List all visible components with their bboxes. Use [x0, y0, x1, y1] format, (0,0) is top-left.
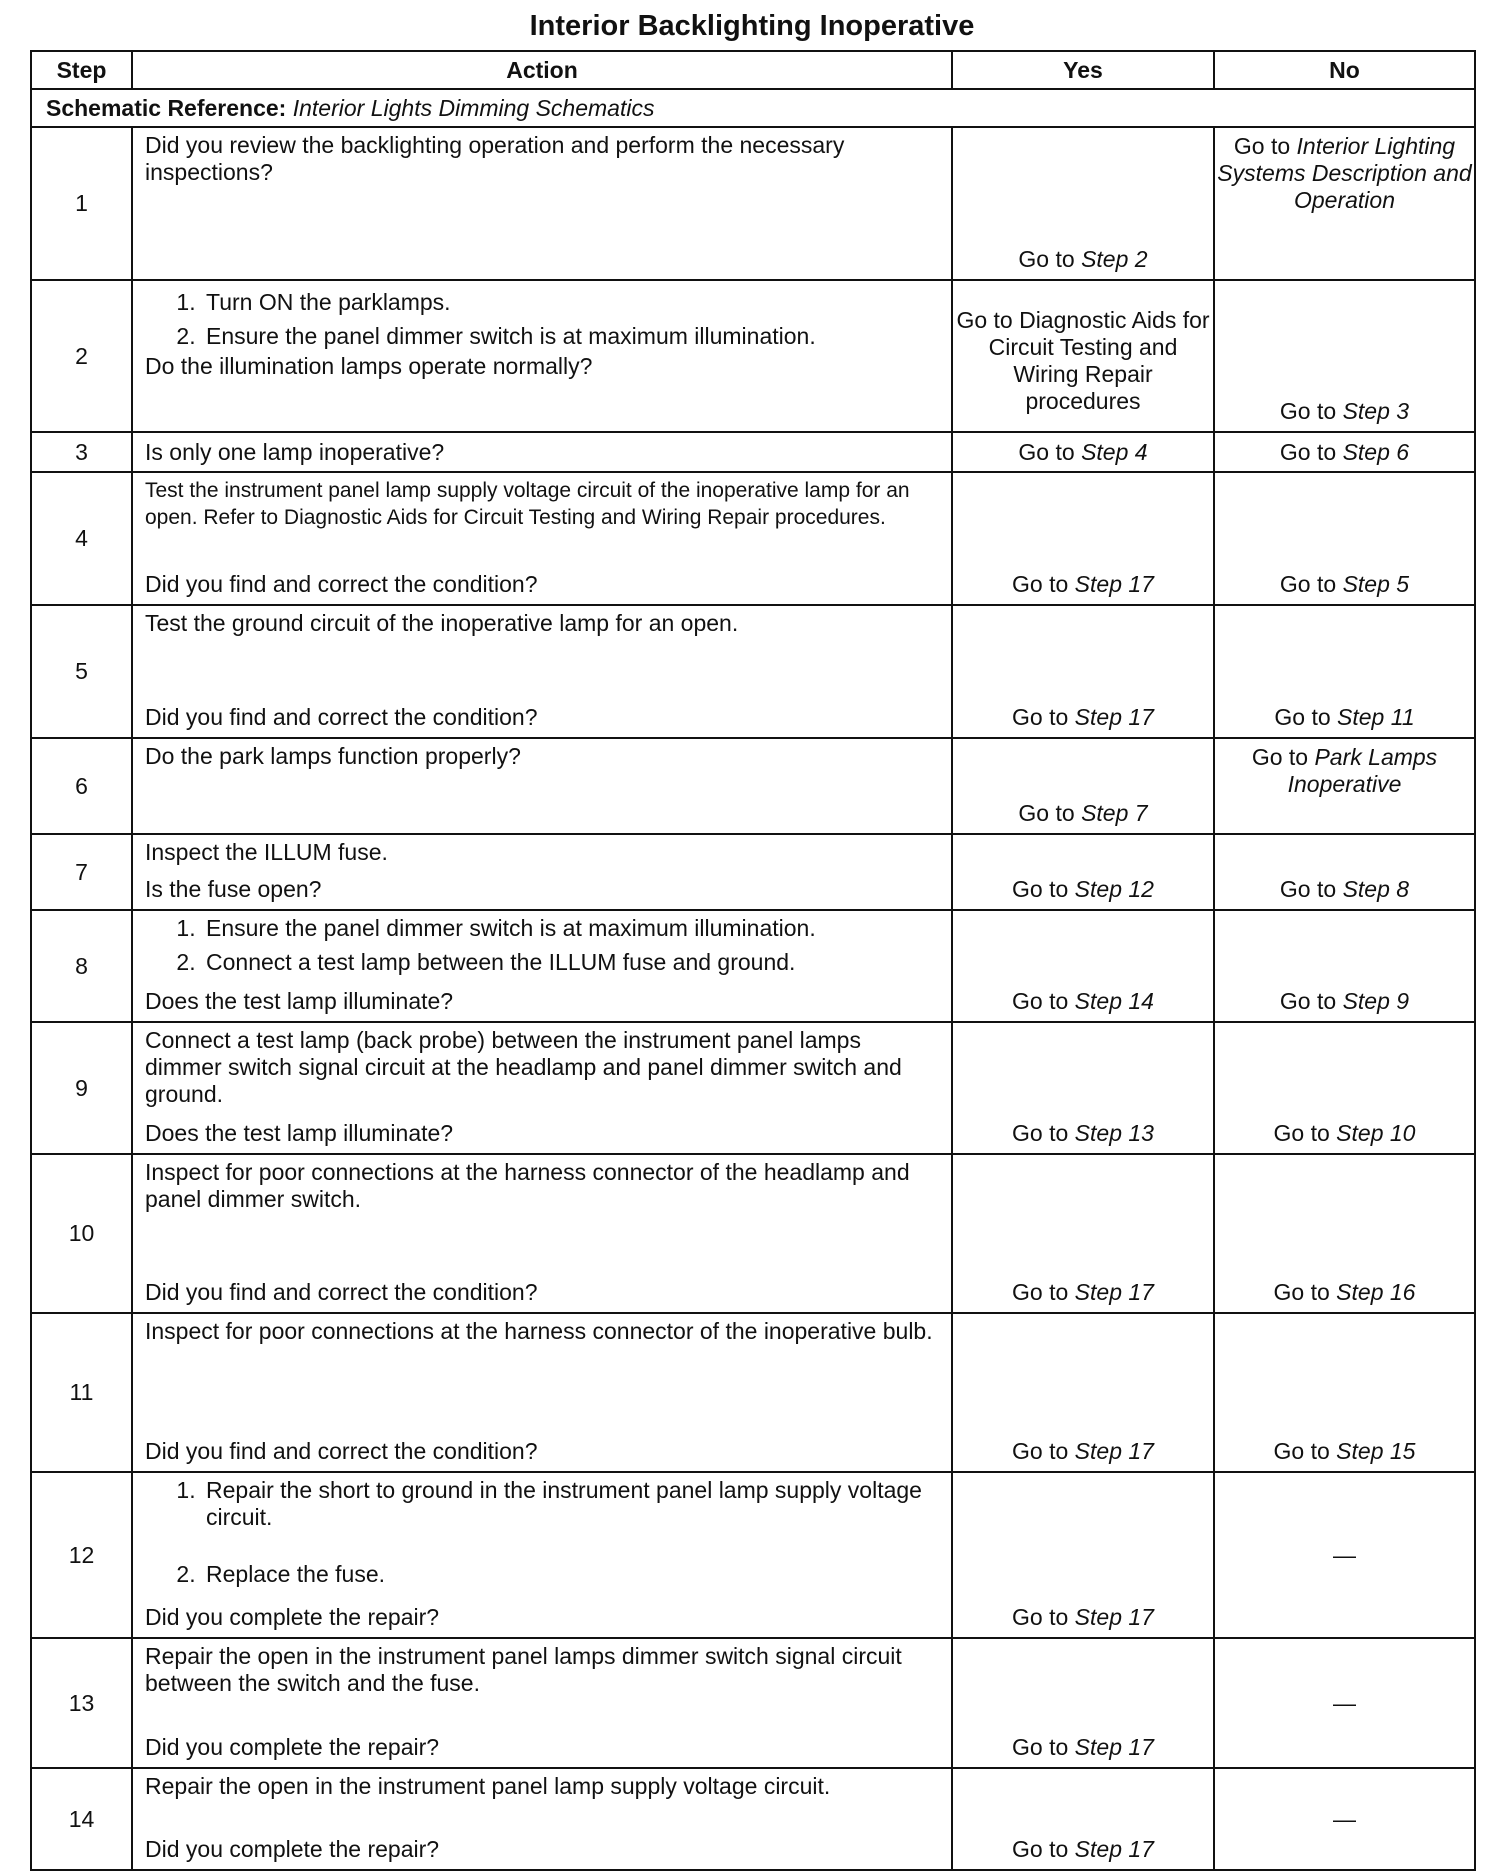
table-row	[31, 1472, 1475, 1638]
step-number: 2	[31, 280, 132, 432]
yes-cell: Go to Step 17	[952, 1313, 1214, 1472]
no-cell: —	[1214, 1768, 1475, 1870]
yes-cell: Go to Step 17	[952, 1472, 1214, 1638]
yes-reference: Step 14	[1074, 988, 1154, 1014]
action-text: Test the instrument panel lamp supply voltage circuit of the inoperative lamp for an open. Refer to Diagnostic Aids for Circuit Testing and Wiring Repair procedures.	[145, 479, 910, 529]
table-row	[31, 1768, 1475, 1870]
yes-cell: Go to Step 17	[952, 472, 1214, 605]
action-cell	[132, 834, 952, 910]
table-row	[31, 910, 1475, 1022]
no-reference: Park Lamps Inoperative	[1287, 744, 1438, 797]
header-step: Step	[31, 51, 132, 89]
action-cell	[132, 1638, 952, 1768]
action-question: Did you find and correct the condition?	[145, 1438, 538, 1464]
list-item: 1. Ensure the panel dimmer switch is at maximum illumination.	[202, 911, 941, 945]
action-question: Did you complete the repair?	[145, 1836, 440, 1862]
action-cell	[132, 432, 952, 472]
no-reference: Step 15	[1336, 1438, 1416, 1464]
yes-cell: Go to Step 2	[952, 127, 1214, 280]
header-action: Action	[132, 51, 952, 89]
step-number: 5	[31, 605, 132, 738]
no-cell: Go to Park Lamps Inoperative	[1214, 738, 1475, 834]
no-reference: Interior Lighting Systems Description and Operation	[1217, 133, 1472, 213]
step-number: 11	[31, 1313, 132, 1472]
list-item: 1. Turn ON the parklamps.	[202, 285, 941, 319]
no-cell: Go to Step 5	[1214, 472, 1475, 605]
action-cell	[132, 1472, 952, 1638]
no-reference: Step 3	[1342, 398, 1410, 424]
no-cell: Go to Step 11	[1214, 605, 1475, 738]
yes-reference: Step 17	[1074, 704, 1154, 730]
schematic-reference-value: Interior Lights Dimming Schematics	[292, 94, 655, 121]
step-number: 7	[31, 834, 132, 910]
table-row	[31, 1313, 1475, 1472]
step-number: 10	[31, 1154, 132, 1313]
page-title: Interior Backlighting Inoperative	[529, 10, 975, 42]
yes-cell: Go to Step 17	[952, 605, 1214, 738]
step-number: 12	[31, 1472, 132, 1638]
action-list	[145, 911, 941, 979]
action-text: Connect a test lamp (back probe) between the instrument panel lamps dimmer switch signal circuit at the headlamp and panel dimmer switch and ground.	[145, 1027, 902, 1107]
no-reference: Step 11	[1337, 704, 1415, 730]
action-question: Is the fuse open?	[145, 876, 322, 902]
action-question: Does the test lamp illuminate?	[145, 988, 454, 1014]
yes-reference: Step 17	[1074, 1604, 1154, 1630]
action-cell	[132, 605, 952, 738]
step-number: 6	[31, 738, 132, 834]
yes-reference: Step 13	[1074, 1120, 1154, 1146]
step-number: 1	[31, 127, 132, 280]
step-number: 14	[31, 1768, 132, 1870]
header-row	[31, 51, 1475, 89]
schematic-reference-label: Schematic Reference:	[46, 94, 287, 121]
action-text: Test the ground circuit of the inoperative lamp for an open.	[145, 610, 739, 636]
action-text: Repair the open in the instrument panel lamps dimmer switch signal circuit between the switch and the fuse.	[145, 1643, 902, 1696]
step-number: 13	[31, 1638, 132, 1768]
yes-reference: Step 2	[1081, 246, 1148, 272]
yes-reference: Step 4	[1081, 438, 1148, 465]
no-cell: Go to Step 10	[1214, 1022, 1475, 1154]
no-cell: Go to Step 16	[1214, 1154, 1475, 1313]
action-question: Did you find and correct the condition?	[145, 704, 538, 730]
no-reference: Step 8	[1342, 876, 1410, 902]
table-row	[31, 432, 1475, 472]
yes-reference: Step 17	[1074, 1438, 1154, 1464]
table-row	[31, 738, 1475, 834]
action-cell	[132, 1768, 952, 1870]
diagnostic-table	[30, 50, 1476, 1871]
action-list	[145, 285, 941, 353]
yes-cell: Go to Step 17	[952, 1638, 1214, 1768]
step-number: 3	[31, 432, 132, 472]
no-cell: Go to Step 6	[1214, 432, 1475, 472]
list-item: 2. Connect a test lamp between the ILLUM fuse and ground.	[202, 945, 941, 979]
action-cell	[132, 1154, 952, 1313]
yes-reference: Step 7	[1081, 800, 1148, 826]
no-cell: Go to Interior Lighting Systems Description and Operation	[1214, 127, 1475, 280]
yes-reference: Step 17	[1074, 1836, 1154, 1862]
list-item: 2. Replace the fuse.	[202, 1557, 941, 1591]
action-cell	[132, 738, 952, 834]
table-row	[31, 834, 1475, 910]
action-question: Did you find and correct the condition?	[145, 1279, 538, 1305]
action-question: Did you complete the repair?	[145, 1604, 440, 1630]
table-row	[31, 472, 1475, 605]
action-text: Did you review the backlighting operation and perform the necessary inspections?	[145, 132, 845, 185]
list-item: 1. Repair the short to ground in the instrument panel lamp supply voltage circuit.	[202, 1477, 941, 1531]
step-number: 4	[31, 472, 132, 605]
no-cell: Go to Step 3	[1214, 280, 1475, 432]
yes-cell: Go to Step 17	[952, 1768, 1214, 1870]
table-row	[31, 1022, 1475, 1154]
action-cell	[132, 910, 952, 1022]
yes-cell: Go to Step 14	[952, 910, 1214, 1022]
action-cell	[132, 472, 952, 605]
action-text: Inspect for poor connections at the harness connector of the headlamp and panel dimmer switch.	[145, 1159, 910, 1212]
no-cell: Go to Step 15	[1214, 1313, 1475, 1472]
action-question: Did you complete the repair?	[145, 1734, 440, 1760]
step-number: 9	[31, 1022, 132, 1154]
action-cell	[132, 127, 952, 280]
yes-cell: Go to Diagnostic Aids for Circuit Testing and Wiring Repair procedures	[952, 280, 1214, 432]
no-cell: —	[1214, 1638, 1475, 1768]
list-item: 2. Ensure the panel dimmer switch is at maximum illumination.	[202, 319, 941, 353]
action-question: Did you find and correct the condition?	[145, 571, 538, 597]
yes-reference: Step 17	[1074, 1734, 1154, 1760]
no-cell: Go to Step 9	[1214, 910, 1475, 1022]
no-reference: Step 5	[1342, 571, 1410, 597]
table-row	[31, 1154, 1475, 1313]
yes-cell: Go to Step 17	[952, 1154, 1214, 1313]
action-cell	[132, 1313, 952, 1472]
yes-reference: Step 12	[1074, 876, 1154, 902]
header-no: No	[1214, 51, 1475, 89]
action-cell	[132, 1022, 952, 1154]
schematic-reference-row	[31, 89, 1475, 127]
yes-cell: Go to Step 13	[952, 1022, 1214, 1154]
table-row	[31, 280, 1475, 432]
no-reference: Step 16	[1336, 1279, 1416, 1305]
yes-reference: Step 17	[1074, 571, 1154, 597]
action-question: Do the illumination lamps operate normally?	[145, 353, 593, 379]
header-yes: Yes	[952, 51, 1214, 89]
no-reference: Step 6	[1342, 438, 1410, 465]
action-cell	[132, 280, 952, 432]
action-text: Do the park lamps function properly?	[145, 743, 521, 769]
action-text: Inspect for poor connections at the harness connector of the inoperative bulb.	[145, 1318, 933, 1344]
table-row	[31, 605, 1475, 738]
table-row	[31, 1638, 1475, 1768]
step-number: 8	[31, 910, 132, 1022]
no-cell: Go to Step 8	[1214, 834, 1475, 910]
action-question: Does the test lamp illuminate?	[145, 1120, 454, 1146]
action-text: Repair the open in the instrument panel lamp supply voltage circuit.	[145, 1773, 831, 1799]
yes-cell: Go to Step 12	[952, 834, 1214, 910]
no-reference: Step 9	[1342, 988, 1410, 1014]
table-row	[31, 127, 1475, 280]
action-question: Is only one lamp inoperative?	[145, 438, 445, 465]
yes-reference: Step 17	[1074, 1279, 1154, 1305]
action-text: Inspect the ILLUM fuse.	[145, 839, 388, 865]
no-reference: Step 10	[1336, 1120, 1416, 1146]
yes-cell: Go to Step 4	[952, 432, 1214, 472]
yes-cell: Go to Step 7	[952, 738, 1214, 834]
action-list	[145, 1477, 941, 1591]
no-cell: —	[1214, 1472, 1475, 1638]
